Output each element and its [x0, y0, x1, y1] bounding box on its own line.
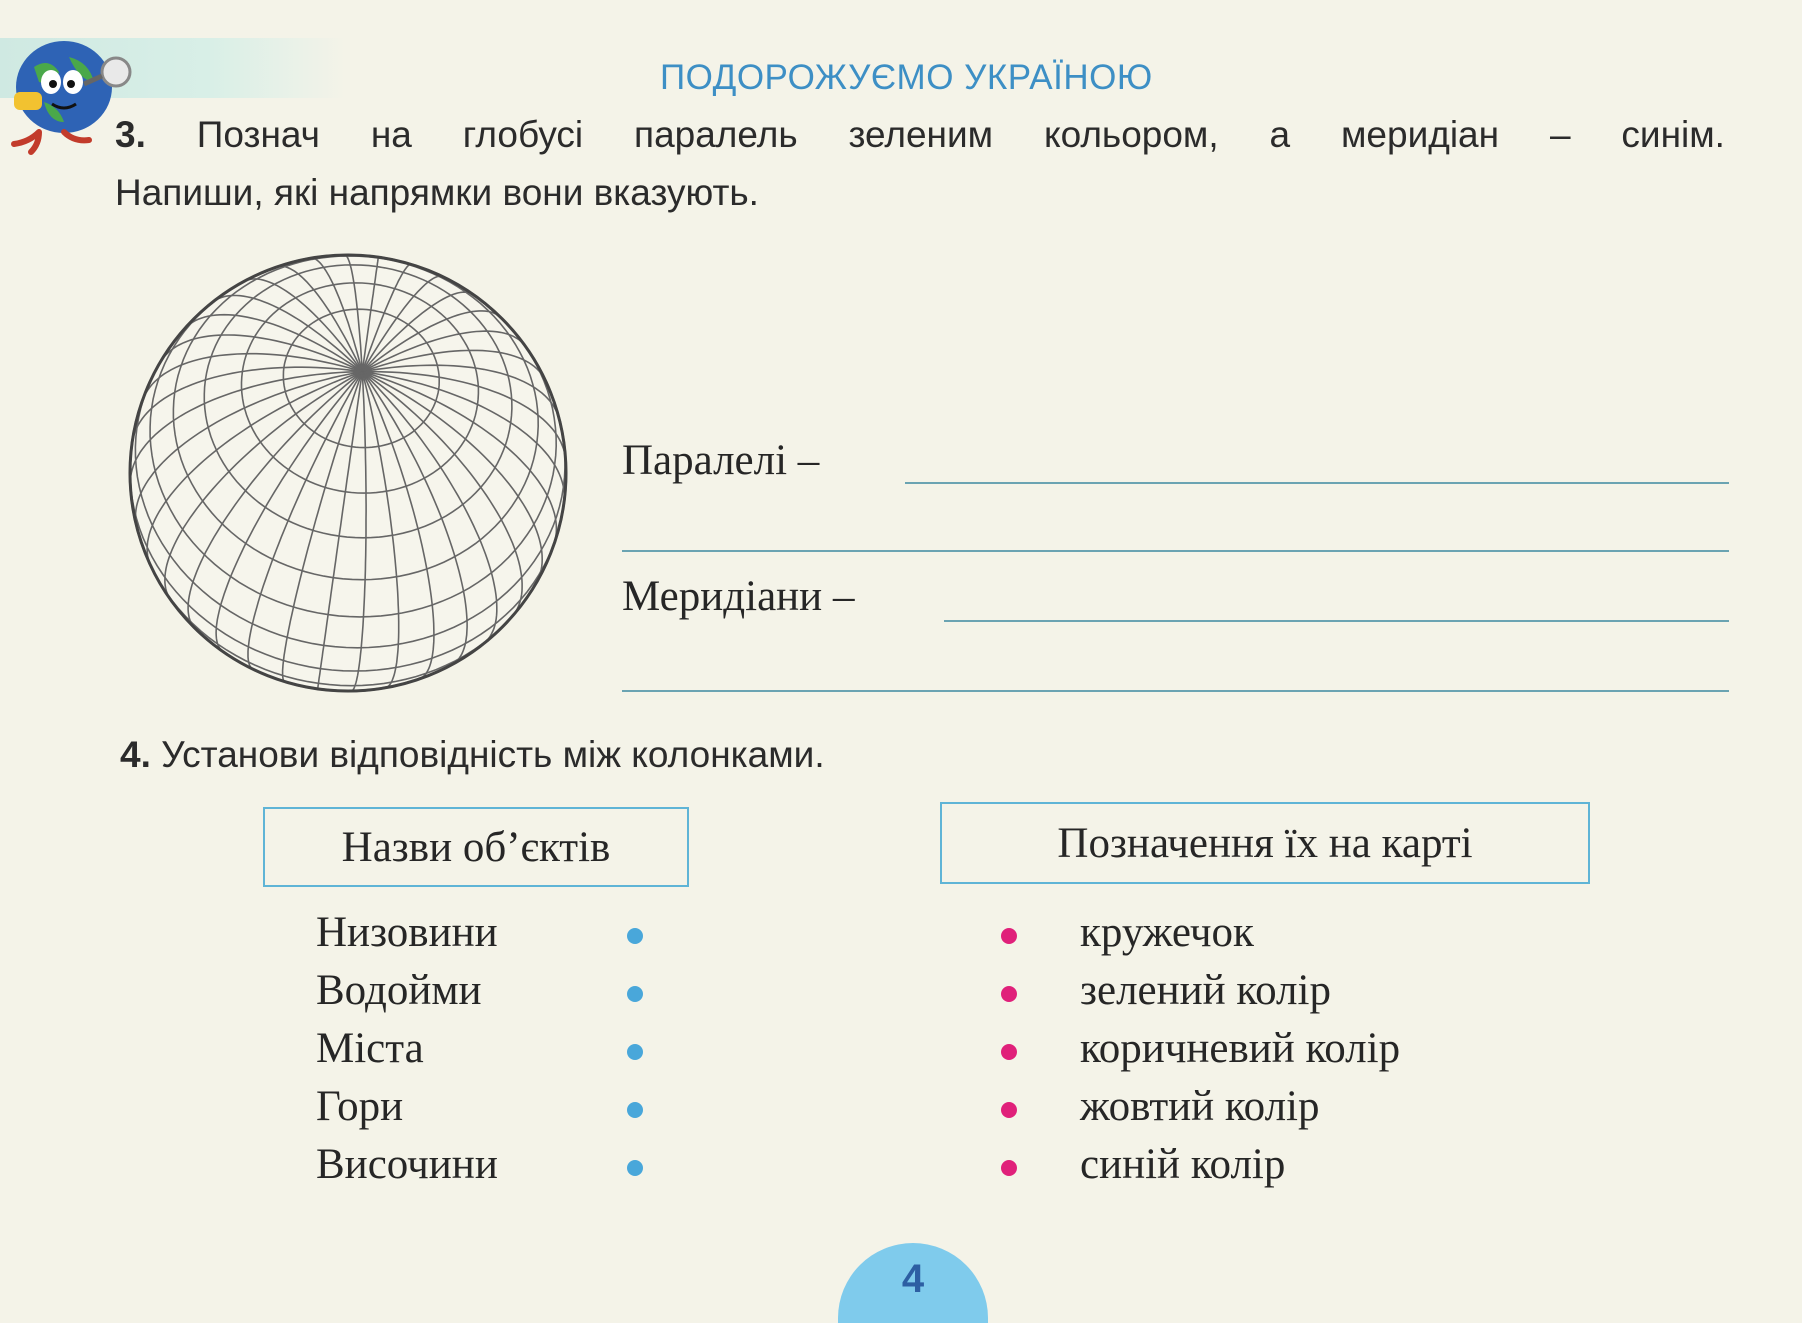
task-4-number: 4.: [120, 734, 151, 775]
task-4-text: [120, 726, 825, 784]
left-item-2: Водойми: [316, 967, 482, 1014]
word: на: [370, 114, 412, 155]
left-item-1: Низовини: [316, 909, 498, 956]
word: а: [1269, 114, 1291, 155]
left-item-4: Гори: [316, 1083, 404, 1130]
right-item-1: кружечок: [1080, 909, 1254, 956]
meridians-answer-line-2[interactable]: [622, 690, 1729, 692]
parallels-label: Паралелі –: [622, 437, 820, 484]
right-match-dot-5[interactable]: [1001, 1160, 1017, 1176]
left-item-3: Міста: [316, 1025, 424, 1072]
word: глобусі: [462, 114, 584, 155]
left-match-dot-1[interactable]: [627, 928, 643, 944]
task-3-line-2: Напиши, які напрямки вони вказують.: [115, 172, 759, 213]
left-column-header-text: Назви об’єктів: [341, 823, 611, 871]
task-3-line-1: [115, 106, 1725, 164]
left-item-5: Височини: [316, 1141, 498, 1188]
meridians-answer-line-1[interactable]: [944, 620, 1729, 622]
word: зеленим: [848, 114, 994, 155]
meridians-label: Меридіани –: [622, 573, 855, 620]
page-number: 4: [901, 1257, 925, 1301]
right-item-4: жовтий колір: [1080, 1083, 1320, 1130]
left-match-dot-3[interactable]: [627, 1044, 643, 1060]
left-column-header: [263, 807, 689, 887]
right-item-5: синій колір: [1080, 1141, 1286, 1188]
word: меридіан: [1340, 114, 1500, 155]
task-3-text: [115, 106, 1725, 222]
right-match-dot-4[interactable]: [1001, 1102, 1017, 1118]
left-match-dot-5[interactable]: [627, 1160, 643, 1176]
task-4-instruction: Установи відповідність між колонками.: [161, 734, 825, 775]
word: кольором,: [1043, 114, 1219, 155]
right-match-dot-3[interactable]: [1001, 1044, 1017, 1060]
right-item-2: зелений колір: [1080, 967, 1331, 1014]
right-match-dot-1[interactable]: [1001, 928, 1017, 944]
globe-grid-icon: [128, 248, 568, 698]
parallels-answer-line-1[interactable]: [905, 482, 1729, 484]
right-item-3: коричневий колір: [1080, 1025, 1401, 1072]
right-match-dot-2[interactable]: [1001, 986, 1017, 1002]
right-column-header-text: Позначення їх на карті: [1057, 819, 1473, 867]
word: –: [1549, 114, 1571, 155]
task-3-number: 3.: [115, 114, 146, 155]
word: Познач: [196, 114, 320, 155]
left-match-dot-4[interactable]: [627, 1102, 643, 1118]
parallels-answer-line-2[interactable]: [622, 550, 1729, 552]
word: синім.: [1621, 114, 1725, 155]
left-match-dot-2[interactable]: [627, 986, 643, 1002]
page-header-title: ПОДОРОЖУЄМО УКРАЇНОЮ: [660, 58, 1153, 97]
word: паралель: [634, 114, 798, 155]
page-number-badge: [838, 1243, 988, 1323]
right-column-header: [940, 802, 1590, 884]
